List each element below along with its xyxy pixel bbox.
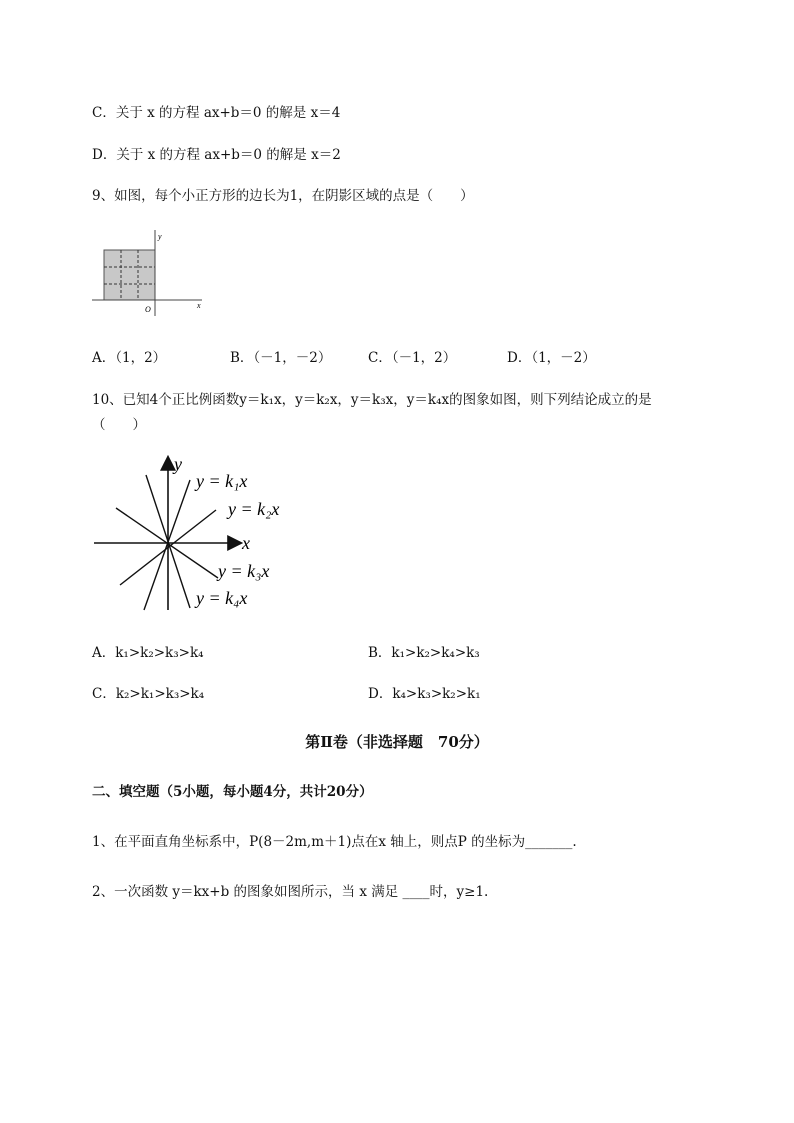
q9-option-d: D．（1，－2） (507, 350, 596, 366)
part2-title: 第Ⅱ卷（非选择题 70分） (305, 733, 489, 751)
q10-y-label: y (174, 454, 182, 474)
q10-lines-figure (90, 450, 300, 615)
q10-option-c: C．k₂>k₁>k₃>k₄ (92, 686, 205, 702)
fill-question-2: 2、一次函数 y＝kx+b 的图象如图所示，当 x 满足 ____时，y≥1. (92, 884, 489, 900)
q10-stem: 10、已知4个正比例函数y＝k₁x，y＝k₂x，y＝k₃x，y＝k₄x的图象如图，则下列结论成立的是 (92, 392, 652, 408)
q10-label-k1: y = k₁x (196, 471, 248, 491)
q10-line-k1 (144, 480, 190, 610)
q10-option-b: B．k₁>k₂>k₄>k₃ (368, 645, 480, 661)
q10-option-a: A．k₁>k₂>k₃>k₄ (92, 645, 204, 661)
q9-grid-figure (90, 228, 210, 318)
q9-x-label: x (197, 301, 201, 310)
q10-paren: （ ） (92, 417, 146, 433)
q9-option-a: A．（1，2） (92, 350, 167, 366)
q9-origin-label: O (145, 305, 151, 314)
q10-option-d: D．k₄>k₃>k₂>k₁ (368, 686, 481, 702)
q9-stem: 9、如图，每个小正方形的边长为1，在阴影区域的点是（ ） (92, 188, 474, 204)
q10-label-k3: y = k₃x (218, 561, 270, 581)
q10-label-k4: y = k₄x (196, 588, 248, 608)
q9-option-b: B．（－1，－2） (230, 350, 332, 366)
q10-x-label: x (242, 533, 250, 553)
q9-option-c: C．（－1，2） (368, 350, 457, 366)
q8-option-d: D．关于 x 的方程 ax+b＝0 的解是 x＝2 (92, 147, 341, 163)
q8-option-c: C．关于 x 的方程 ax+b＝0 的解是 x＝4 (92, 105, 341, 121)
section-title: 二、填空题（5小题，每小题4分，共计20分） (92, 784, 373, 800)
fill-question-1: 1、在平面直角坐标系中，P(8－2m,m＋1)点在x 轴上，则点P 的坐标为_______. (92, 834, 577, 850)
q10-label-k2: y = k₂x (228, 499, 280, 519)
q9-shaded-region (104, 250, 155, 300)
q9-y-label: y (158, 232, 162, 241)
